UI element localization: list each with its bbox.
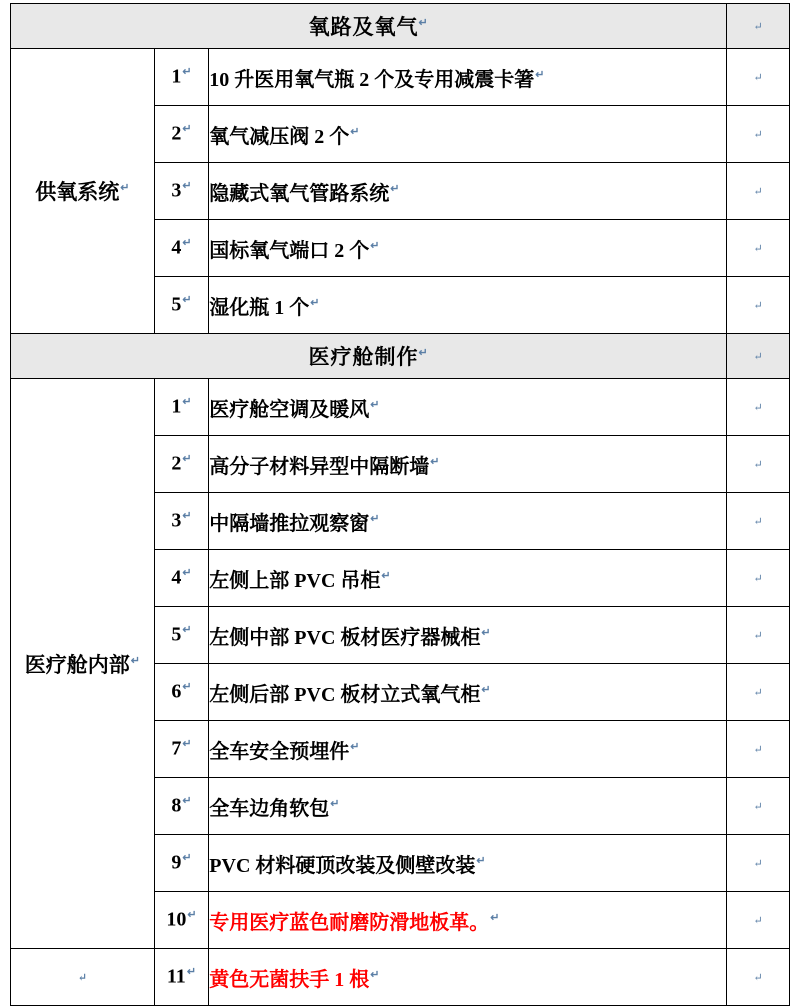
row-number (154, 835, 209, 892)
row-note: ↵ (727, 436, 790, 493)
row-description (209, 664, 727, 721)
row-description-text: 黄色无菌扶手 1 根 (209, 968, 370, 991)
table-row (11, 379, 790, 436)
paragraph-mark-icon: ↵ (430, 455, 440, 468)
row-note: ↵ (727, 163, 790, 220)
paragraph-mark-icon: ↵ (182, 123, 192, 136)
row-description-text: 左侧后部 PVC 板材立式氧气柜 (209, 683, 481, 706)
row-number (154, 721, 209, 778)
row-number (154, 220, 209, 277)
paragraph-mark-icon: ↵ (187, 909, 197, 922)
row-number-text: 11 (166, 965, 186, 988)
row-description (209, 49, 727, 106)
row-description (209, 550, 727, 607)
row-description-text: 左侧中部 PVC 板材医疗器械柜 (209, 626, 481, 649)
row-number-text: 2 (171, 452, 182, 475)
row-description-text: 湿化瓶 1 个 (209, 296, 310, 319)
paragraph-mark-icon: ↵ (182, 681, 192, 694)
section-header-text: 医疗舱制作 (308, 345, 419, 369)
paragraph-mark-icon: ↵ (535, 68, 545, 81)
paragraph-mark-icon: ↵ (182, 567, 192, 580)
row-description (209, 163, 727, 220)
paragraph-mark-icon: ↵ (481, 626, 491, 639)
row-description (209, 106, 727, 163)
section-header-medical-cabin (11, 334, 727, 379)
paragraph-mark-icon: ↵ (330, 797, 340, 810)
row-number-text: 1 (171, 65, 182, 88)
row-note: ↵ (727, 220, 790, 277)
row-number-text: 3 (171, 179, 182, 202)
paragraph-mark-icon: ↵ (481, 683, 491, 696)
row-description (209, 607, 727, 664)
paragraph-mark-icon: ↵ (370, 968, 380, 981)
paragraph-mark-icon: ↵ (182, 624, 192, 637)
row-number (154, 778, 209, 835)
paragraph-mark-icon: ↵ (182, 852, 192, 865)
row-description-text: 专用医疗蓝色耐磨防滑地板革。 (209, 911, 490, 934)
category-cell-medical-cabin-interior (11, 379, 155, 949)
row-number (154, 379, 209, 436)
section-header-oxygen (11, 4, 727, 49)
row-number (154, 277, 209, 334)
section-header-note: ↵ (727, 334, 790, 379)
paragraph-mark-icon: ↵ (130, 654, 140, 667)
paragraph-mark-icon: ↵ (182, 795, 192, 808)
row-note: ↵ (727, 550, 790, 607)
row-description (209, 892, 727, 949)
row-number (154, 49, 209, 106)
table-row (11, 949, 790, 1006)
section-header-text: 氧路及氧气 (308, 15, 419, 39)
row-number (154, 106, 209, 163)
paragraph-mark-icon: ↵ (182, 738, 192, 751)
row-number-text: 7 (171, 737, 182, 760)
row-number-text: 3 (171, 509, 182, 532)
row-description-text: 隐藏式氧气管路系统 (209, 182, 390, 205)
row-number (154, 550, 209, 607)
paragraph-mark-icon: ↵ (182, 294, 192, 307)
row-number (154, 664, 209, 721)
row-description-text: PVC 材料硬顶改装及侧壁改装 (209, 854, 476, 877)
paragraph-mark-icon: ↵ (182, 66, 192, 79)
paragraph-mark-icon: ↵ (370, 239, 380, 252)
row-description-text: 高分子材料异型中隔断墙 (209, 455, 430, 478)
row-number-text: 9 (171, 851, 182, 874)
row-number-text: 5 (171, 623, 182, 646)
row-description-text: 全车边角软包 (209, 797, 330, 820)
category-cell-empty: ↵ (11, 949, 155, 1006)
row-number-text: 4 (171, 236, 182, 259)
paragraph-mark-icon: ↵ (182, 237, 192, 250)
paragraph-mark-icon: ↵ (390, 182, 400, 195)
row-description (209, 436, 727, 493)
section-header-note: ↵ (727, 4, 790, 49)
row-description (209, 220, 727, 277)
paragraph-mark-icon: ↵ (350, 740, 360, 753)
row-note: ↵ (727, 835, 790, 892)
row-description (209, 493, 727, 550)
table-row (11, 4, 790, 49)
paragraph-mark-icon: ↵ (381, 569, 391, 582)
row-description-text: 国标氧气端口 2 个 (209, 239, 370, 262)
paragraph-mark-icon: ↵ (418, 17, 429, 29)
row-note: ↵ (727, 493, 790, 550)
row-description (209, 835, 727, 892)
paragraph-mark-icon: ↵ (182, 453, 192, 466)
row-number (154, 607, 209, 664)
row-description-text: 全车安全预埋件 (209, 740, 350, 763)
row-note: ↵ (727, 892, 790, 949)
row-description (209, 949, 727, 1006)
row-note: ↵ (727, 721, 790, 778)
paragraph-mark-icon: ↵ (490, 911, 500, 924)
paragraph-mark-icon: ↵ (418, 347, 429, 359)
spec-table-oxygen (10, 3, 790, 1006)
row-note: ↵ (727, 607, 790, 664)
row-number-text: 4 (171, 566, 182, 589)
paragraph-mark-icon: ↵ (182, 510, 192, 523)
paragraph-mark-icon: ↵ (476, 854, 486, 867)
row-description (209, 721, 727, 778)
category-label: 医疗舱内部 (24, 652, 130, 677)
paragraph-mark-icon: ↵ (370, 512, 380, 525)
paragraph-mark-icon: ↵ (370, 398, 380, 411)
row-number-text: 8 (171, 794, 182, 817)
row-description (209, 778, 727, 835)
paragraph-mark-icon: ↵ (350, 125, 360, 138)
row-number (154, 949, 209, 1006)
row-number-text: 5 (171, 293, 182, 316)
category-label: 供氧系统 (35, 180, 120, 204)
row-number-text: 10 (166, 908, 187, 931)
row-number-text: 1 (171, 395, 182, 418)
category-cell-oxygen-system (11, 49, 155, 334)
table-row (11, 334, 790, 379)
document-page (0, 3, 800, 991)
row-description (209, 379, 727, 436)
row-note: ↵ (727, 49, 790, 106)
row-number (154, 436, 209, 493)
row-number (154, 892, 209, 949)
row-note: ↵ (727, 778, 790, 835)
table-row (11, 49, 790, 106)
row-description-text: 氧气减压阀 2 个 (209, 125, 350, 148)
row-number (154, 163, 209, 220)
row-note: ↵ (727, 379, 790, 436)
row-description-text: 医疗舱空调及暖风 (209, 398, 370, 421)
row-note: ↵ (727, 949, 790, 1006)
row-number-text: 6 (171, 680, 182, 703)
paragraph-mark-icon: ↵ (182, 180, 192, 193)
row-note: ↵ (727, 664, 790, 721)
row-note: ↵ (727, 277, 790, 334)
row-description (209, 277, 727, 334)
paragraph-mark-icon: ↵ (120, 182, 130, 194)
row-note: ↵ (727, 106, 790, 163)
paragraph-mark-icon: ↵ (310, 296, 320, 309)
row-description-text: 中隔墙推拉观察窗 (209, 512, 370, 535)
paragraph-mark-icon: ↵ (186, 966, 197, 979)
row-number-text: 2 (171, 122, 182, 145)
row-description-text: 左侧上部 PVC 吊柜 (209, 569, 381, 592)
row-number (154, 493, 209, 550)
paragraph-mark-icon: ↵ (182, 396, 192, 409)
row-description-text: 10 升医用氧气瓶 2 个及专用减震卡箸 (209, 68, 535, 91)
